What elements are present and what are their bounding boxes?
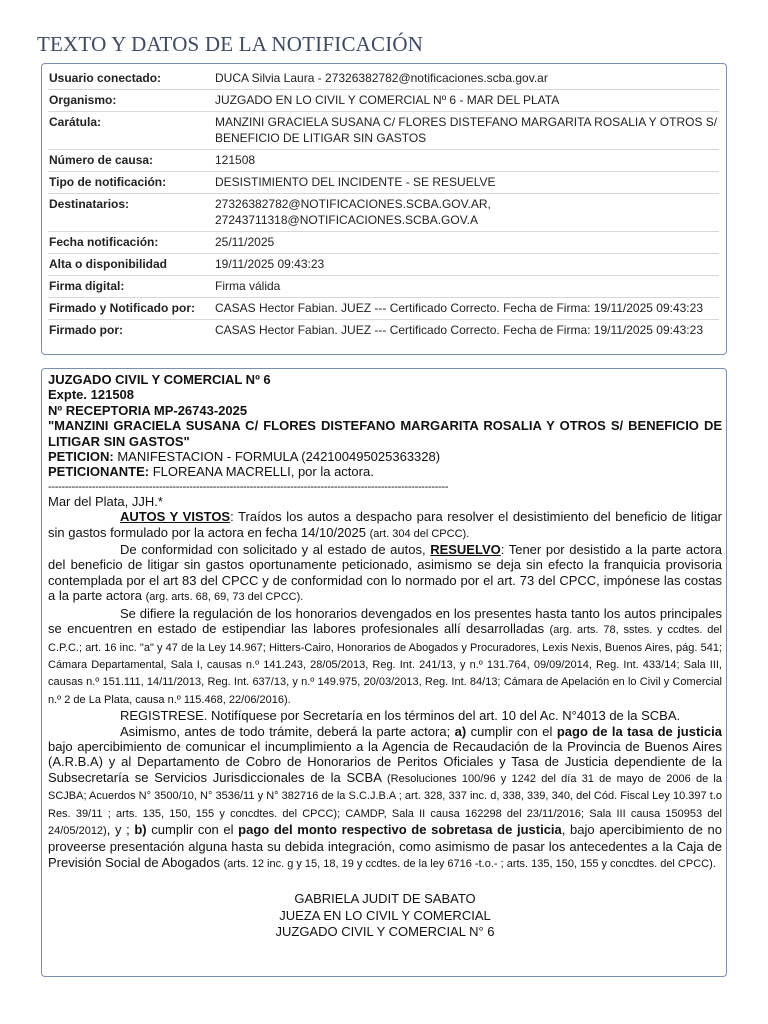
metadata-label: Destinatarios: bbox=[48, 194, 214, 232]
citation: (arg. arts. 78, sstes. y ccdtes. del C.P.C.; art. 16 inc. "a" y 47 de la Ley 14.967; Hitters-Cairo, Honorarios de Abogados y Procuradores, Lexis Nexis, Buenos Aires, pág. 541; Cámara Departamental, Sala I, causas n.º 141.243, 28/05/2013, Reg. Int. 241/13, y n.º 131.764, 09/09/2014, Reg. Int. 433/14; Sala III, causas n.º 151.111, 14/11/2013, Reg. Int. 637/13, y n.º 149.975, 20/03/2013, Reg. Int. 84/13; Cámara de Apelación en lo Civil y Comercial n.º 2 de La Plata, causa n.º 115.468, 22/06/2016). bbox=[48, 624, 722, 706]
autos-y-vistos-lead: AUTOS Y VISTOS bbox=[120, 509, 231, 525]
paragraph-text: : Traídos los autos a despacho para resolver el desistimiento del beneficio de litigar sin gastos formulado por la actora en fecha 14/10/2025 bbox=[48, 509, 722, 540]
paragraph-text: , y ; bbox=[106, 821, 135, 837]
metadata-row bbox=[48, 276, 719, 298]
metadata-value: 27326382782@NOTIFICACIONES.SCBA.GOV.AR, 27243711318@NOTIFICACIONES.SCBA.GOV.A bbox=[214, 194, 719, 232]
paragraph-text: cumplir con el bbox=[146, 821, 239, 837]
metadata-row bbox=[48, 254, 719, 276]
citation: (arts. 12 inc. g y 15, 18, 19 y ccdtes. de la ley 6716 -t.o.- ; arts. 135, 150, 155 y concdtes. del CPCC). bbox=[223, 857, 716, 870]
metadata-label: Carátula: bbox=[48, 112, 214, 150]
resuelvo-lead: RESUELVO bbox=[430, 542, 501, 558]
paragraph-text: Se difiere la regulación de los honorarios devengados en los presentes hasta tanto los autos principales se encuentren en estado de estipendiar las labores profesionales allí desarrolladas bbox=[48, 605, 722, 637]
metadata-label: Firmado y Notificado por: bbox=[48, 298, 214, 320]
citation: (arg. arts. 68, 69, 73 del CPCC). bbox=[145, 591, 304, 604]
citation: (Resoluciones 100/96 y 1242 del día 31 de mayo de 2006 de la SCJBA; Acuerdos N° 3500/10, N° 3536/11 y N° 382716 de la S.C.J.B.A ; art. 328, 337 inc. d, 338, 339, 340, del Cód. Fiscal Ley 10.397 t.o Res. 39/11 ; arts. 135, 150, 155 y concdtes. del CPCC); CAMDP, Sala II causa 162298 del 23/11/2016; Sala III causa 150953 del 24/05/2012) bbox=[48, 772, 722, 837]
sobretasa-emphasis: pago del monto respectivo de sobretasa de justicia bbox=[238, 821, 562, 837]
paragraph-registrese: REGISTRESE. Notifíquese por Secretaría en los términos del art. 10 del Ac. N°4013 de la SCBA. bbox=[120, 708, 681, 724]
paragraph-text: De conformidad con solicitado y al estado de autos, bbox=[120, 542, 431, 558]
signer-court: JUZGADO CIVIL Y COMERCIAL N° 6 bbox=[275, 924, 495, 940]
metadata-label: Alta o disponibilidad bbox=[48, 254, 214, 276]
case-title: "MANZINI GRACIELA SUSANA C/ FLORES DISTEFANO MARGARITA ROSALIA Y OTROS S/ BENEFICIO DE LITIGAR SIN GASTOS" bbox=[48, 418, 722, 449]
metadata-value: 19/11/2025 09:43:23 bbox=[214, 254, 719, 276]
paragraph-tasa-de-justicia bbox=[48, 724, 722, 873]
metadata-label: Número de causa: bbox=[48, 150, 214, 172]
metadata-row bbox=[48, 68, 719, 90]
peticionante-line bbox=[48, 464, 722, 479]
metadata-label: Organismo: bbox=[48, 90, 214, 112]
paragraph-text: : Tener por desistido a la parte actora del beneficio de litigar sin gastos oportunamente peticionado, asimismo se deja sin efecto la franquicia provisoria contemplada por el art 83 del CPCC y de conformidad con lo normado por el art. 73 del CPCC, impónese las costas a la parte actora bbox=[48, 542, 723, 604]
paragraph-text: bajo apercibimiento de comunicar el incumplimiento a la Agencia de Recaudación de la Provincia de Buenos Aires (A.R.B.A) y al Departamento de Cobro de Honorarios de Peritos Oficiales y Tasa de Justicia dependiente de la Subsecretaría se Servicios Jurisdiccionales de la SCBA bbox=[48, 738, 722, 785]
peticionante-value: FLOREANA MACRELLI, por la actora. bbox=[149, 464, 374, 480]
peticionante-label: PETICIONANTE: bbox=[48, 464, 150, 480]
notification-metadata-panel bbox=[41, 63, 727, 355]
metadata-row bbox=[48, 90, 719, 112]
metadata-row bbox=[48, 112, 719, 150]
peticion-label: PETICION: bbox=[48, 449, 114, 465]
paragraph-resuelvo bbox=[48, 542, 722, 606]
metadata-label: Fecha notificación: bbox=[48, 232, 214, 254]
metadata-label: Firmado por: bbox=[49, 323, 123, 337]
metadata-value: MANZINI GRACIELA SUSANA C/ FLORES DISTEFANO MARGARITA ROSALIA Y OTROS S/ BENEFICIO DE LITIGAR SIN GASTOS bbox=[214, 112, 719, 150]
court-heading: JUZGADO CIVIL Y COMERCIAL Nº 6 bbox=[48, 372, 271, 387]
metadata-value: 25/11/2025 bbox=[214, 232, 719, 254]
metadata-label: Usuario conectado: bbox=[48, 68, 214, 90]
metadata-row bbox=[48, 298, 719, 320]
metadata-value: DUCA Silvia Laura - 27326382782@notificaciones.scba.gov.ar bbox=[214, 68, 719, 90]
item-marker-a: a) bbox=[454, 723, 467, 739]
metadata-table bbox=[48, 68, 719, 341]
expediente-number: Expte. 121508 bbox=[48, 387, 135, 403]
signer-title: JUEZA EN LO CIVIL Y COMERCIAL bbox=[279, 907, 491, 923]
citation: (art. 304 del CPCC). bbox=[369, 527, 470, 540]
metadata-row bbox=[48, 172, 719, 194]
notification-text-panel bbox=[41, 368, 727, 977]
separator-line: ----------------------------------------------------------------------------------------------------------------------- bbox=[48, 480, 449, 493]
paragraph-text: cumplir con el bbox=[466, 723, 557, 739]
metadata-value: JUZGADO EN LO CIVIL Y COMERCIAL Nº 6 - MAR DEL PLATA bbox=[214, 90, 719, 112]
paragraph-autos-y-vistos bbox=[48, 509, 722, 542]
signer-name: GABRIELA JUDIT DE SABATO bbox=[294, 891, 476, 907]
place-date: Mar del Plata, JJH.* bbox=[48, 493, 163, 509]
page-title: TEXTO Y DATOS DE LA NOTIFICACIÓN bbox=[37, 32, 424, 56]
peticion-value: MANIFESTACION - FORMULA (242100495025363328) bbox=[113, 449, 441, 465]
peticion-line bbox=[48, 449, 722, 464]
paragraph-text: , bajo apercibimiento de no proveerse presentación alguna hasta su debida integración, como asimismo de pasar los antecedentes a la Caja de Previsión Social de Abogados bbox=[48, 821, 722, 870]
metadata-value: 121508 bbox=[214, 150, 719, 172]
metadata-value: DESISTIMIENTO DEL INCIDENTE - SE RESUELVE bbox=[214, 172, 719, 194]
metadata-row bbox=[48, 150, 719, 172]
paragraph-honorarios bbox=[48, 606, 722, 708]
metadata-label: Firma digital: bbox=[48, 276, 214, 298]
paragraph-text: Asimismo, antes de todo trámite, deberá la parte actora; bbox=[120, 723, 455, 739]
signature-block bbox=[48, 891, 722, 941]
metadata-row bbox=[48, 194, 719, 232]
metadata-value: Firma válida bbox=[214, 276, 719, 298]
metadata-row bbox=[48, 232, 719, 254]
item-marker-b: b) bbox=[134, 821, 147, 837]
metadata-value: CASAS Hector Fabian. JUEZ --- Certificado Correcto. Fecha de Firma: 19/11/2025 09:43:23 bbox=[215, 323, 703, 337]
receptoria-number: Nº RECEPTORIA MP-26743-2025 bbox=[48, 402, 248, 418]
tasa-de-justicia-emphasis: pago de la tasa de justicia bbox=[556, 723, 722, 739]
metadata-label: Tipo de notificación: bbox=[48, 172, 214, 194]
metadata-value: CASAS Hector Fabian. JUEZ --- Certificado Correcto. Fecha de Firma: 19/11/2025 09:43:23 bbox=[214, 298, 719, 320]
metadata-row bbox=[48, 320, 719, 342]
